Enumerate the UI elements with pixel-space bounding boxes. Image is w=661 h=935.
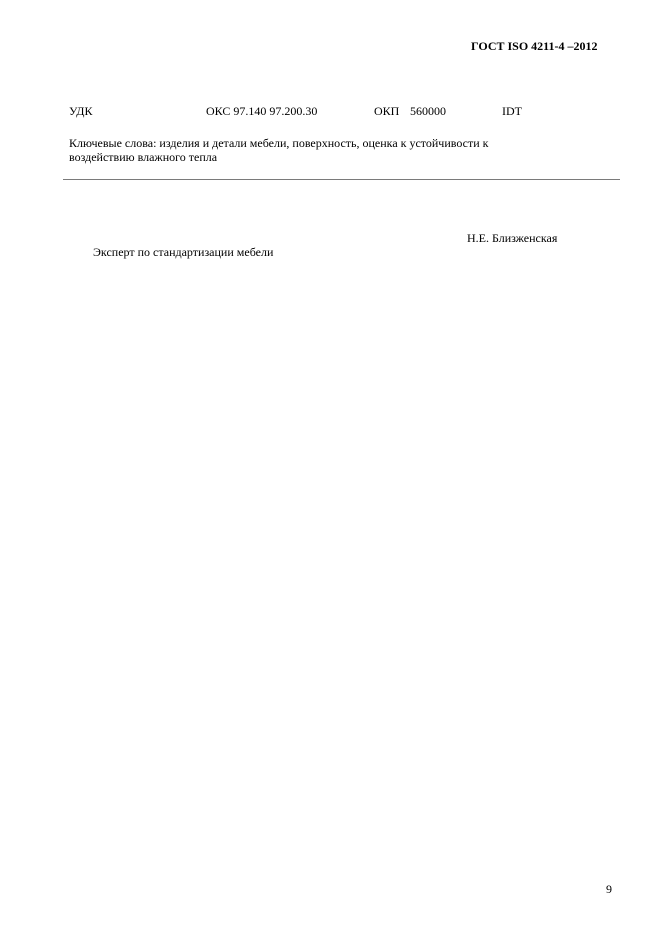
keywords-line-2: воздействию влажного тепла bbox=[69, 150, 218, 164]
horizontal-divider bbox=[63, 179, 620, 180]
keywords-block bbox=[69, 136, 559, 164]
okp-value: 560000 bbox=[410, 104, 446, 118]
page-number: 9 bbox=[606, 882, 612, 896]
oks-code: ОКС 97.140 97.200.30 bbox=[206, 104, 318, 118]
document-standard-code: ГОСТ ISO 4211-4 –2012 bbox=[471, 39, 598, 53]
keywords-line-1: Ключевые слова: изделия и детали мебели, поверхность, оценка к устойчивости к bbox=[69, 136, 489, 150]
okp-label: ОКП bbox=[374, 104, 400, 118]
signatory-name: Н.Е. Близженская bbox=[467, 231, 558, 245]
signatory-role: Эксперт по стандартизации мебели bbox=[93, 245, 274, 259]
udk-label: УДК bbox=[69, 104, 93, 118]
degree-of-correspondence: IDT bbox=[502, 104, 522, 118]
